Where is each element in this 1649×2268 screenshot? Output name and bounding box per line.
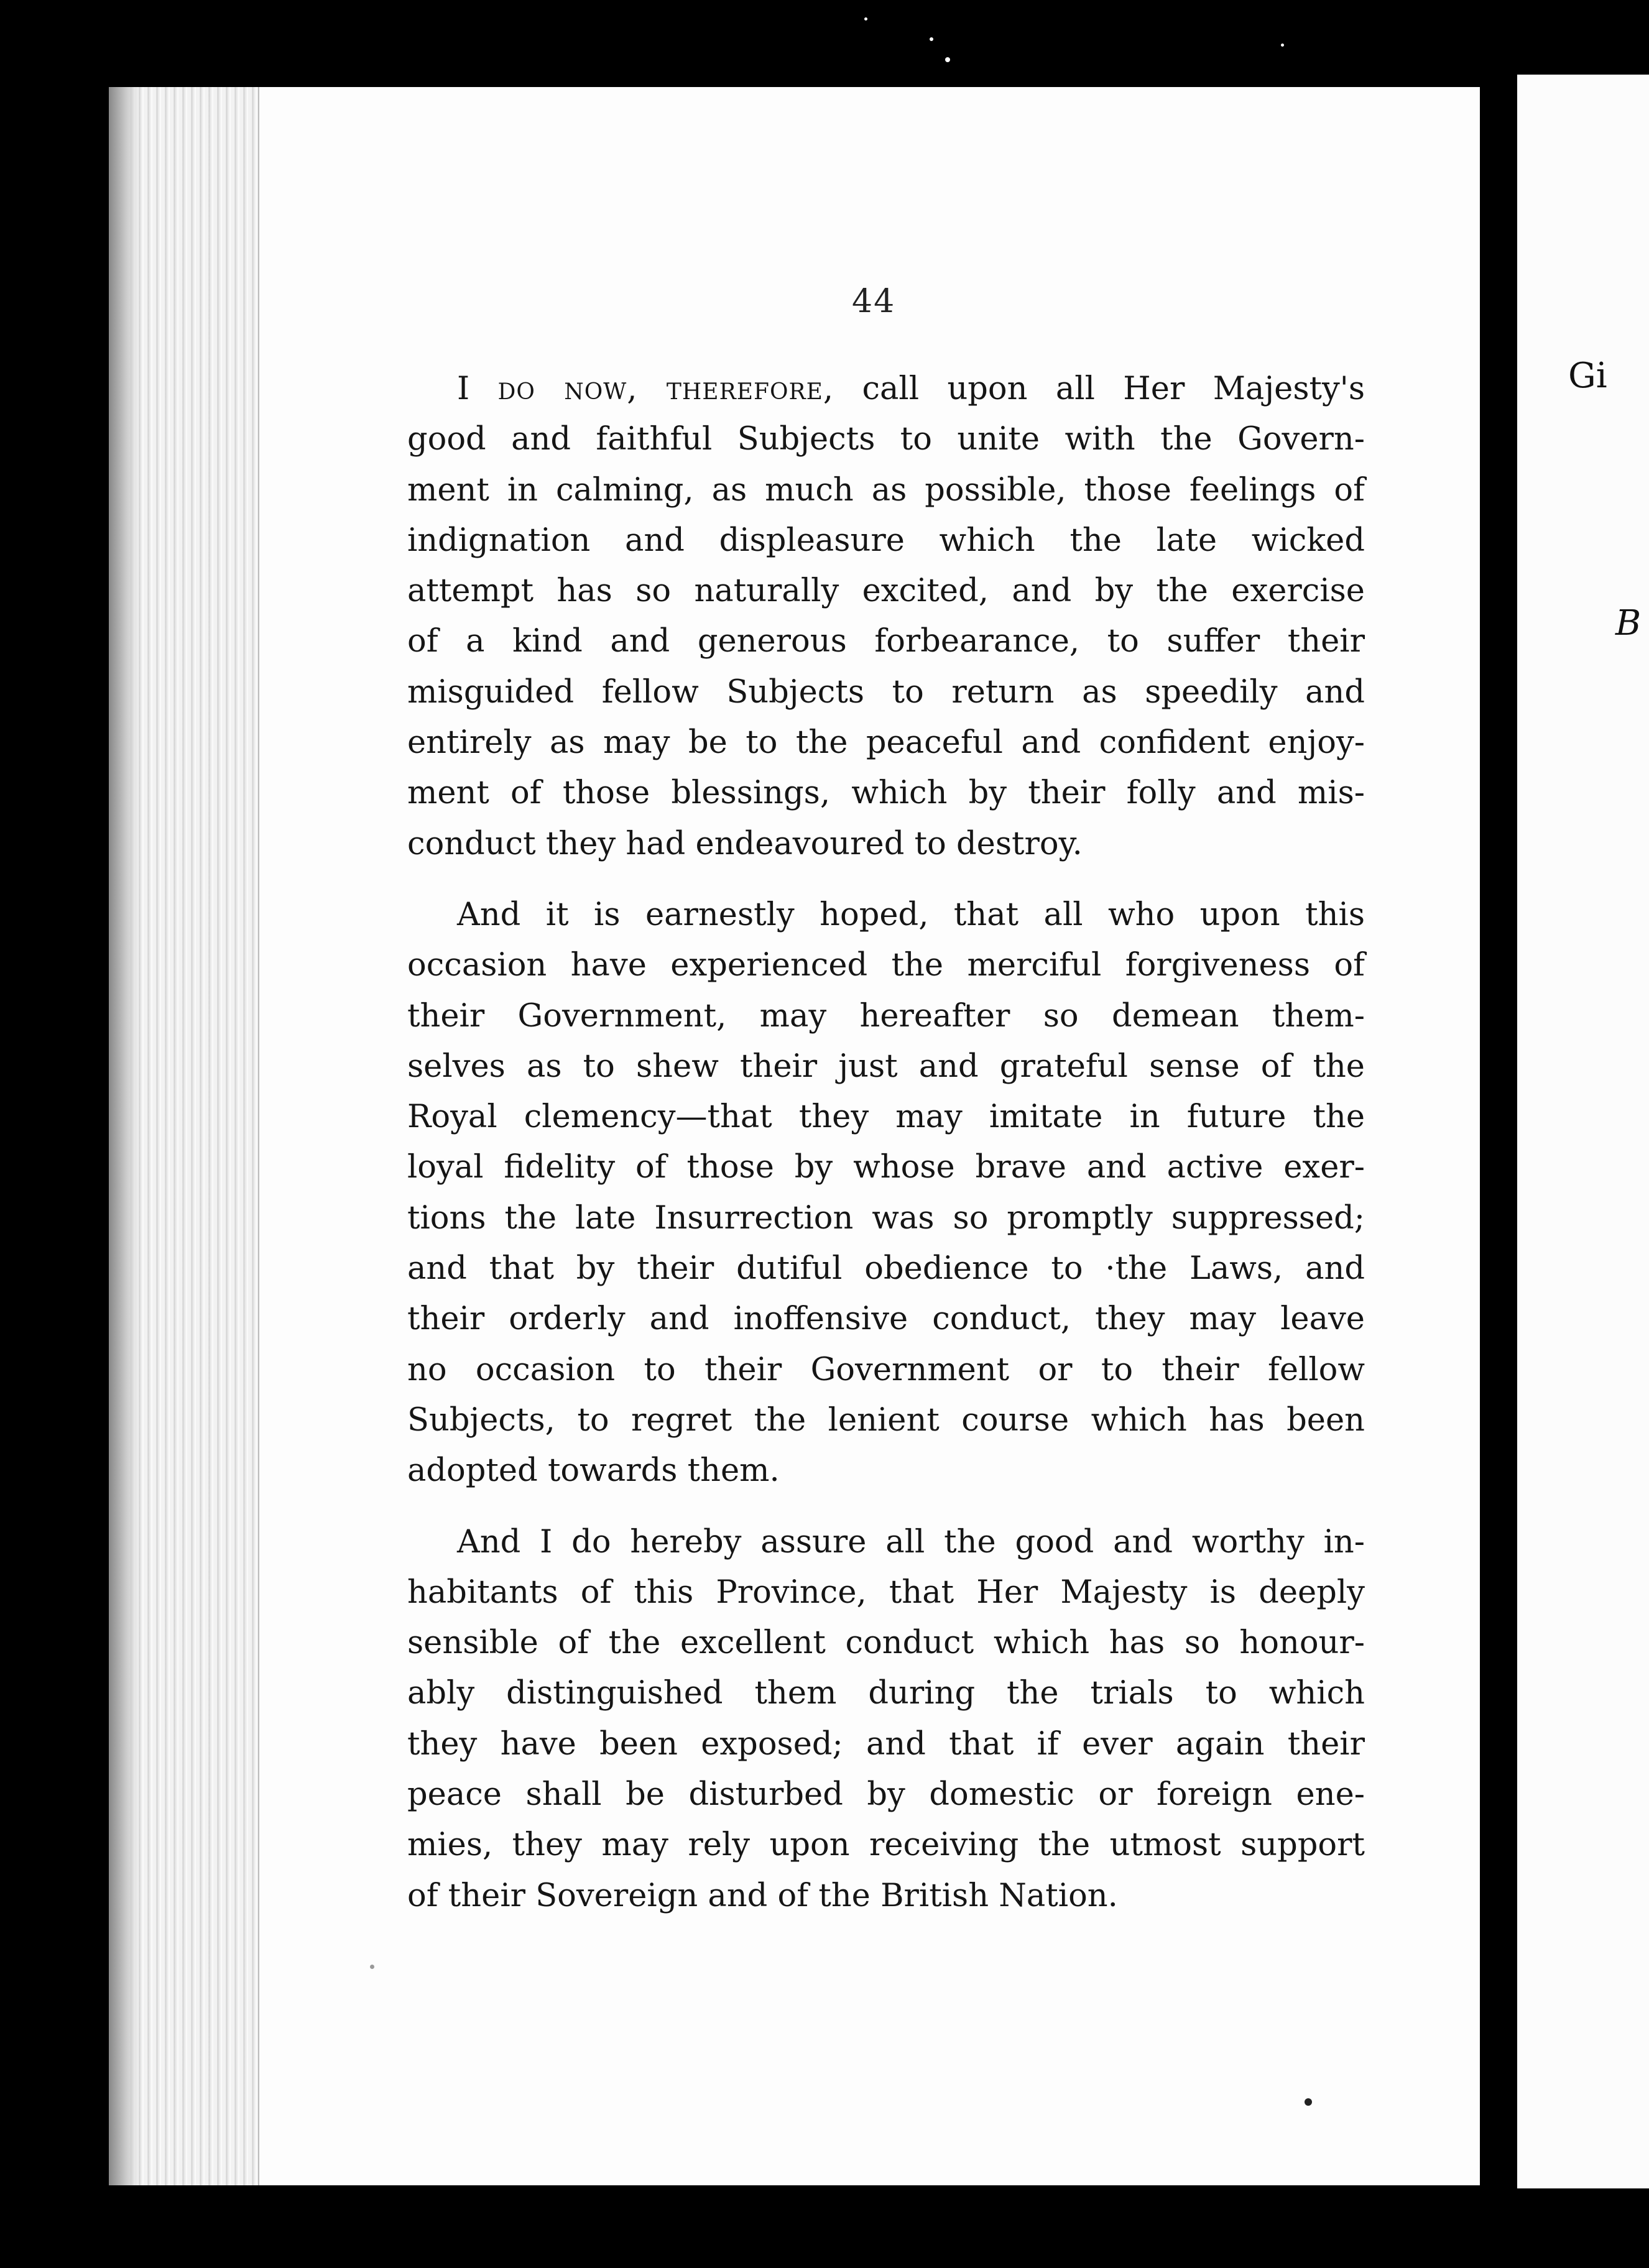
text-line: peace shall be disturbed by domestic or foreign ene- (407, 1776, 1365, 1814)
text-line: loyal fidelity of those by whose brave and active exer- (407, 1149, 1365, 1186)
text-line: tions the late Insurrection was so promptly suppressed; (407, 1199, 1365, 1237)
dust-speck (864, 17, 867, 21)
text-line: I do now, therefore, call upon all Her Majesty's (457, 371, 1365, 407)
text-line: and that by their dutiful obedience to ·the Laws, and (407, 1250, 1365, 1288)
facing-page-fragment: B (1615, 603, 1642, 643)
text-line: their orderly and inoffensive conduct, they may leave (407, 1301, 1365, 1338)
paragraph (407, 364, 1365, 869)
book-gutter (1480, 75, 1517, 2188)
text-line: good and faithful Subjects to unite with the Govern- (407, 421, 1365, 458)
text-line: attempt has so naturally excited, and by the exercise (407, 573, 1365, 610)
paragraph (407, 1517, 1365, 1921)
dust-speck (930, 37, 933, 41)
text-line: Royal clemency—that they may imitate in future the (407, 1099, 1365, 1136)
text-line: selves as to shew their just and grateful sense of the (407, 1048, 1365, 1085)
text-line: indignation and displeasure which the late wicked (407, 522, 1365, 559)
text-line: adopted towards them. (407, 1452, 780, 1490)
paragraph (407, 890, 1365, 1496)
text-line: ably distinguished them during the trials to which (407, 1675, 1365, 1712)
page-edges (109, 87, 259, 2185)
text-line: conduct they had endeavoured to destroy. (407, 825, 1083, 862)
body-text (407, 364, 1365, 1942)
ink-dot (370, 1965, 374, 1969)
text-line: misguided fellow Subjects to return as speedily and (407, 673, 1365, 711)
text-line: they have been exposed; and that if ever again their (407, 1725, 1365, 1763)
ink-dot (1305, 2098, 1312, 2106)
facing-page-fragment: Gi (1568, 356, 1607, 396)
text-line: ment in calming, as much as possible, those feelings of (407, 471, 1365, 509)
text-line: occasion have experienced the merciful forgiveness of (407, 947, 1365, 984)
text-line: And I do hereby assure all the good and worthy in- (457, 1523, 1365, 1560)
text-line: And it is earnestly hoped, that all who upon this (457, 896, 1365, 933)
text-line: of their Sovereign and of the British Nation. (407, 1877, 1118, 1914)
text-line: of a kind and generous forbearance, to suffer their (407, 623, 1365, 660)
page-edge-shadow (109, 87, 140, 2185)
dust-speck (945, 57, 950, 62)
text-line: no occasion to their Government or to their fellow (407, 1351, 1365, 1388)
text-line: entirely as may be to the peaceful and confident enjoy- (407, 724, 1365, 762)
text-line: sensible of the excellent conduct which has so honour- (407, 1625, 1365, 1662)
text-line: habitants of this Province, that Her Majesty is deeply (407, 1574, 1365, 1611)
text-line: their Government, may hereafter so demean them- (407, 997, 1365, 1035)
text-line: mies, they may rely upon receiving the utmost support (407, 1827, 1365, 1864)
page-number: 44 (852, 283, 896, 320)
text-line: Subjects, to regret the lenient course which has been (407, 1401, 1365, 1439)
dust-speck (1281, 44, 1284, 47)
text-line: ment of those blessings, which by their folly and mis- (407, 775, 1365, 812)
